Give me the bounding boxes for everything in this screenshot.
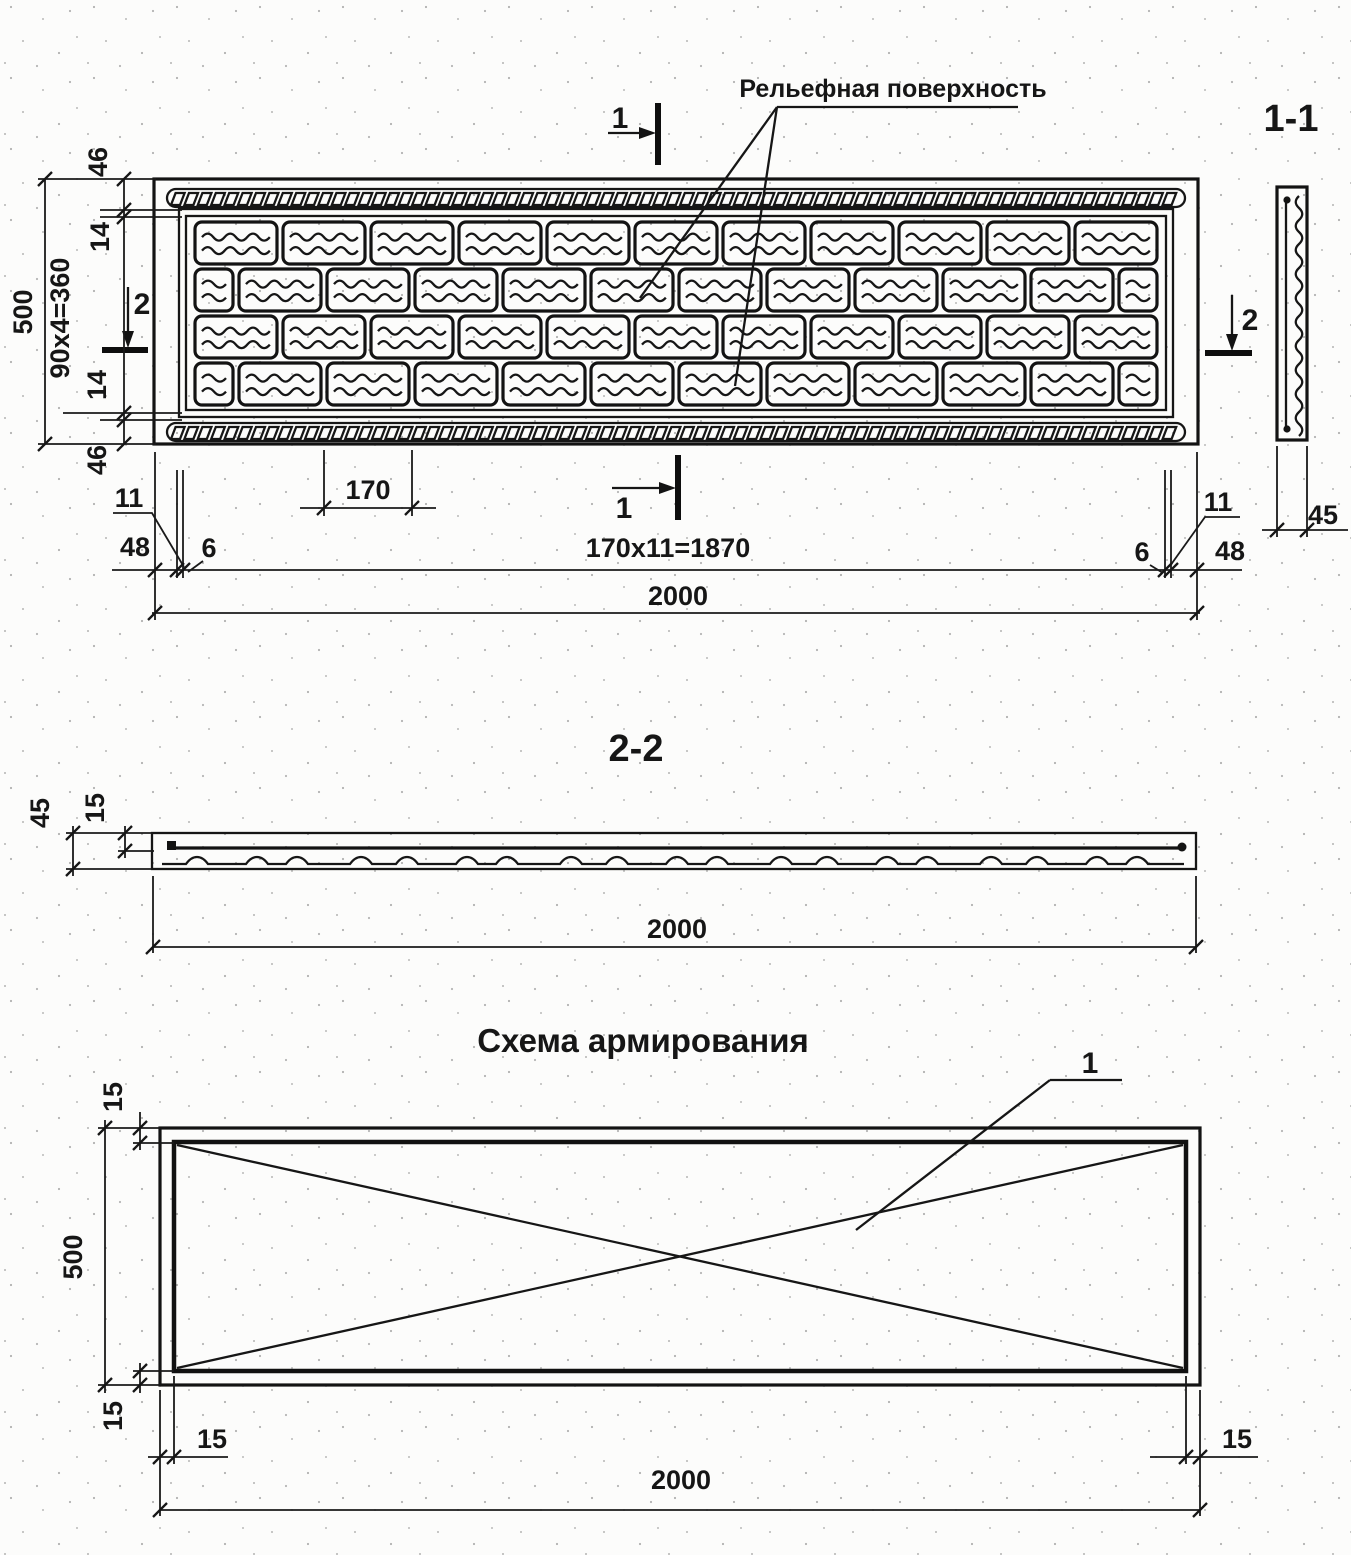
dim-2-2-length: 2000 bbox=[646, 914, 708, 944]
dim-front-band-top: 46 bbox=[83, 146, 113, 178]
dim-2-2-rebar-cover: 15 bbox=[80, 792, 110, 824]
dim-2-2-thickness: 45 bbox=[25, 797, 55, 829]
section-mark-digit: 2 bbox=[1241, 304, 1259, 337]
dim-front-gap-top: 14 bbox=[85, 221, 115, 253]
dim-reinf-cover-bottom: 15 bbox=[98, 1400, 128, 1432]
reinforcement-title: Схема армирования bbox=[477, 1022, 809, 1059]
dim-1-1-thickness: 45 bbox=[1307, 500, 1339, 530]
section-mark-digit: 1 bbox=[611, 102, 629, 135]
dim-front-joint-left: 6 bbox=[201, 533, 217, 563]
section-mark-digit: 1 bbox=[615, 492, 633, 525]
dim-front-module-width: 170 bbox=[345, 475, 391, 505]
dim-front-width-total: 2000 bbox=[647, 581, 709, 611]
dim-front-modules-row: 170x11=1870 bbox=[585, 533, 751, 563]
dim-reinf-height: 500 bbox=[58, 1234, 88, 1280]
dim-reinf-length: 2000 bbox=[650, 1465, 712, 1495]
dim-front-brick-rows: 90x4=360 bbox=[45, 257, 75, 379]
dim-front-band-bottom: 46 bbox=[82, 444, 112, 476]
rebar-hook-top bbox=[1283, 196, 1290, 203]
dim-reinf-cover-top: 15 bbox=[98, 1081, 128, 1113]
rebar-callout-digit: 1 bbox=[1081, 1047, 1099, 1080]
relief-surface-label: Рельефная поверхность bbox=[739, 75, 1047, 103]
dim-front-gap-bottom: 14 bbox=[82, 369, 112, 401]
rebar-hook-bottom bbox=[1283, 425, 1290, 432]
section-2-2-title: 2-2 bbox=[608, 728, 664, 770]
dim-reinf-cover-right: 15 bbox=[1221, 1424, 1253, 1454]
rebar-hook-right bbox=[1178, 843, 1187, 852]
dim-front-edge-right: 48 bbox=[1214, 536, 1246, 566]
dim-front-offset-left: 11 bbox=[114, 483, 144, 513]
dim-front-edge-left: 48 bbox=[119, 532, 151, 562]
section-1-1-title: 1-1 bbox=[1263, 98, 1319, 140]
dim-front-offset-right: 11 bbox=[1203, 487, 1233, 517]
rebar-hook-left bbox=[167, 841, 176, 850]
dim-front-height-total: 500 bbox=[8, 289, 38, 335]
section-mark-digit: 2 bbox=[133, 288, 151, 321]
dim-front-joint-right: 6 bbox=[1134, 537, 1150, 567]
dim-reinf-cover-left: 15 bbox=[196, 1424, 228, 1454]
